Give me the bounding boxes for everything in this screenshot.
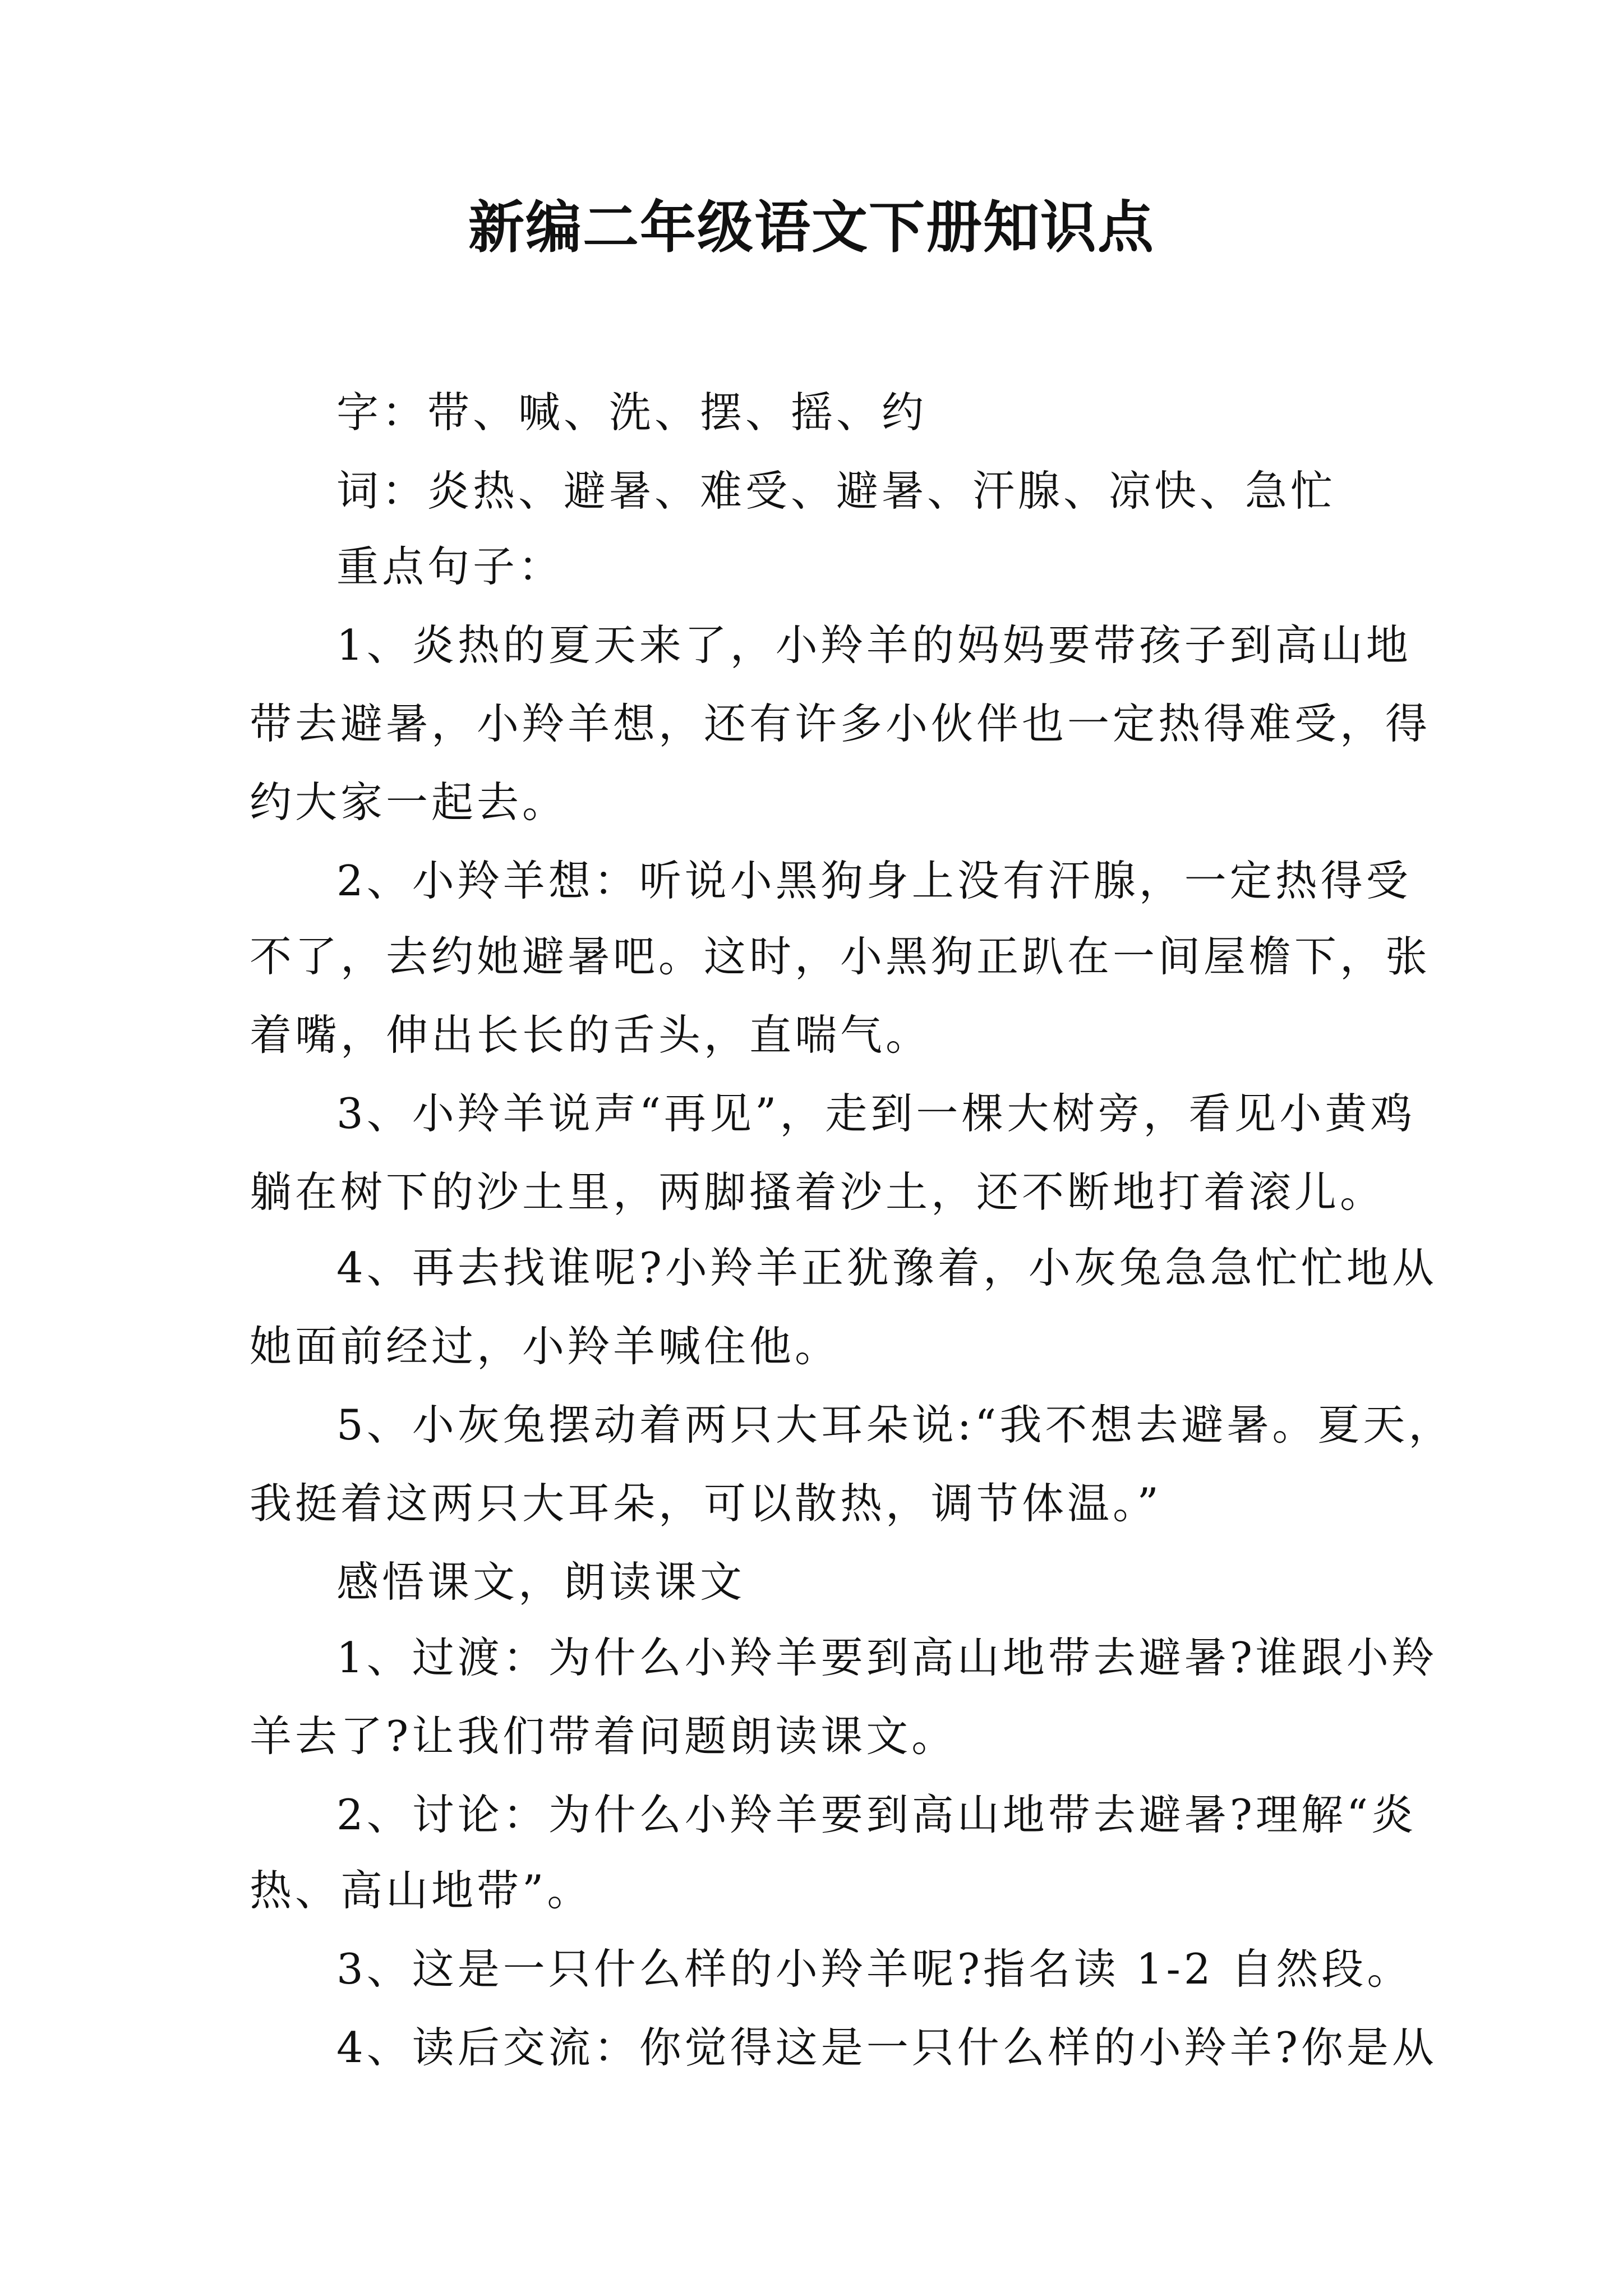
page-title: 新编二年级语文下册知识点 [468,194,1155,260]
text-line: 2、小羚羊想：听说小黑狗身上没有汗腺，一定热得受 [336,856,1412,905]
text-line: 3、这是一只什么样的小羚羊呢?指名读 1-2 自然段。 [336,1944,1413,1994]
text-line: 2、讨论：为什么小羚羊要到高山地带去避暑?理解“炎 [336,1790,1417,1839]
text-line: 躺在树下的沙土里，两脚搔着沙土，还不断地打着滚儿。 [250,1167,1386,1217]
text-line: 热、高山地带”。 [250,1866,593,1915]
text-line: 4、再去找谁呢?小羚羊正犹豫着，小灰兔急急忙忙地从 [336,1243,1437,1292]
text-line: 5、小灰兔摆动着两只大耳朵说:“我不想去避暑。夏天， [336,1400,1454,1450]
text-line: 4、读后交流：你觉得这是一只什么样的小羚羊?你是从 [336,2023,1437,2072]
text-line: 3、小羚羊说声“再见”，走到一棵大树旁，看见小黄鸡 [336,1089,1416,1138]
text-line: 重点句子： [336,542,564,591]
text-line: 约大家一起去。 [250,777,568,827]
text-line: 1、过渡：为什么小羚羊要到高山地带去避暑?谁跟小羚 [336,1633,1437,1682]
text-line: 感悟课文，朗读课文 [336,1557,746,1607]
text-line: 1、炎热的夏天来了，小羚羊的妈妈要带孩子到高山地 [336,620,1412,670]
text-line: 我挺着这两只大耳朵，可以散热，调节体温。” [250,1479,1162,1528]
text-line: 字：带、喊、洗、摆、摇、约 [336,388,928,437]
text-line: 词：炎热、避暑、难受、避暑、汗腺、凉快、急忙 [336,466,1336,516]
text-line: 带去避暑，小羚羊想，还有许多小伙伴也一定热得难受，得 [250,699,1431,748]
text-line: 着嘴，伸出长长的舌头，直喘气。 [250,1010,932,1060]
text-line: 羊去了?让我们带着问题朗读课文。 [250,1711,957,1761]
text-line: 她面前经过，小羚羊喊住他。 [250,1322,841,1371]
text-line: 不了，去约她避暑吧。这时，小黑狗正趴在一间屋檐下，张 [250,932,1431,981]
